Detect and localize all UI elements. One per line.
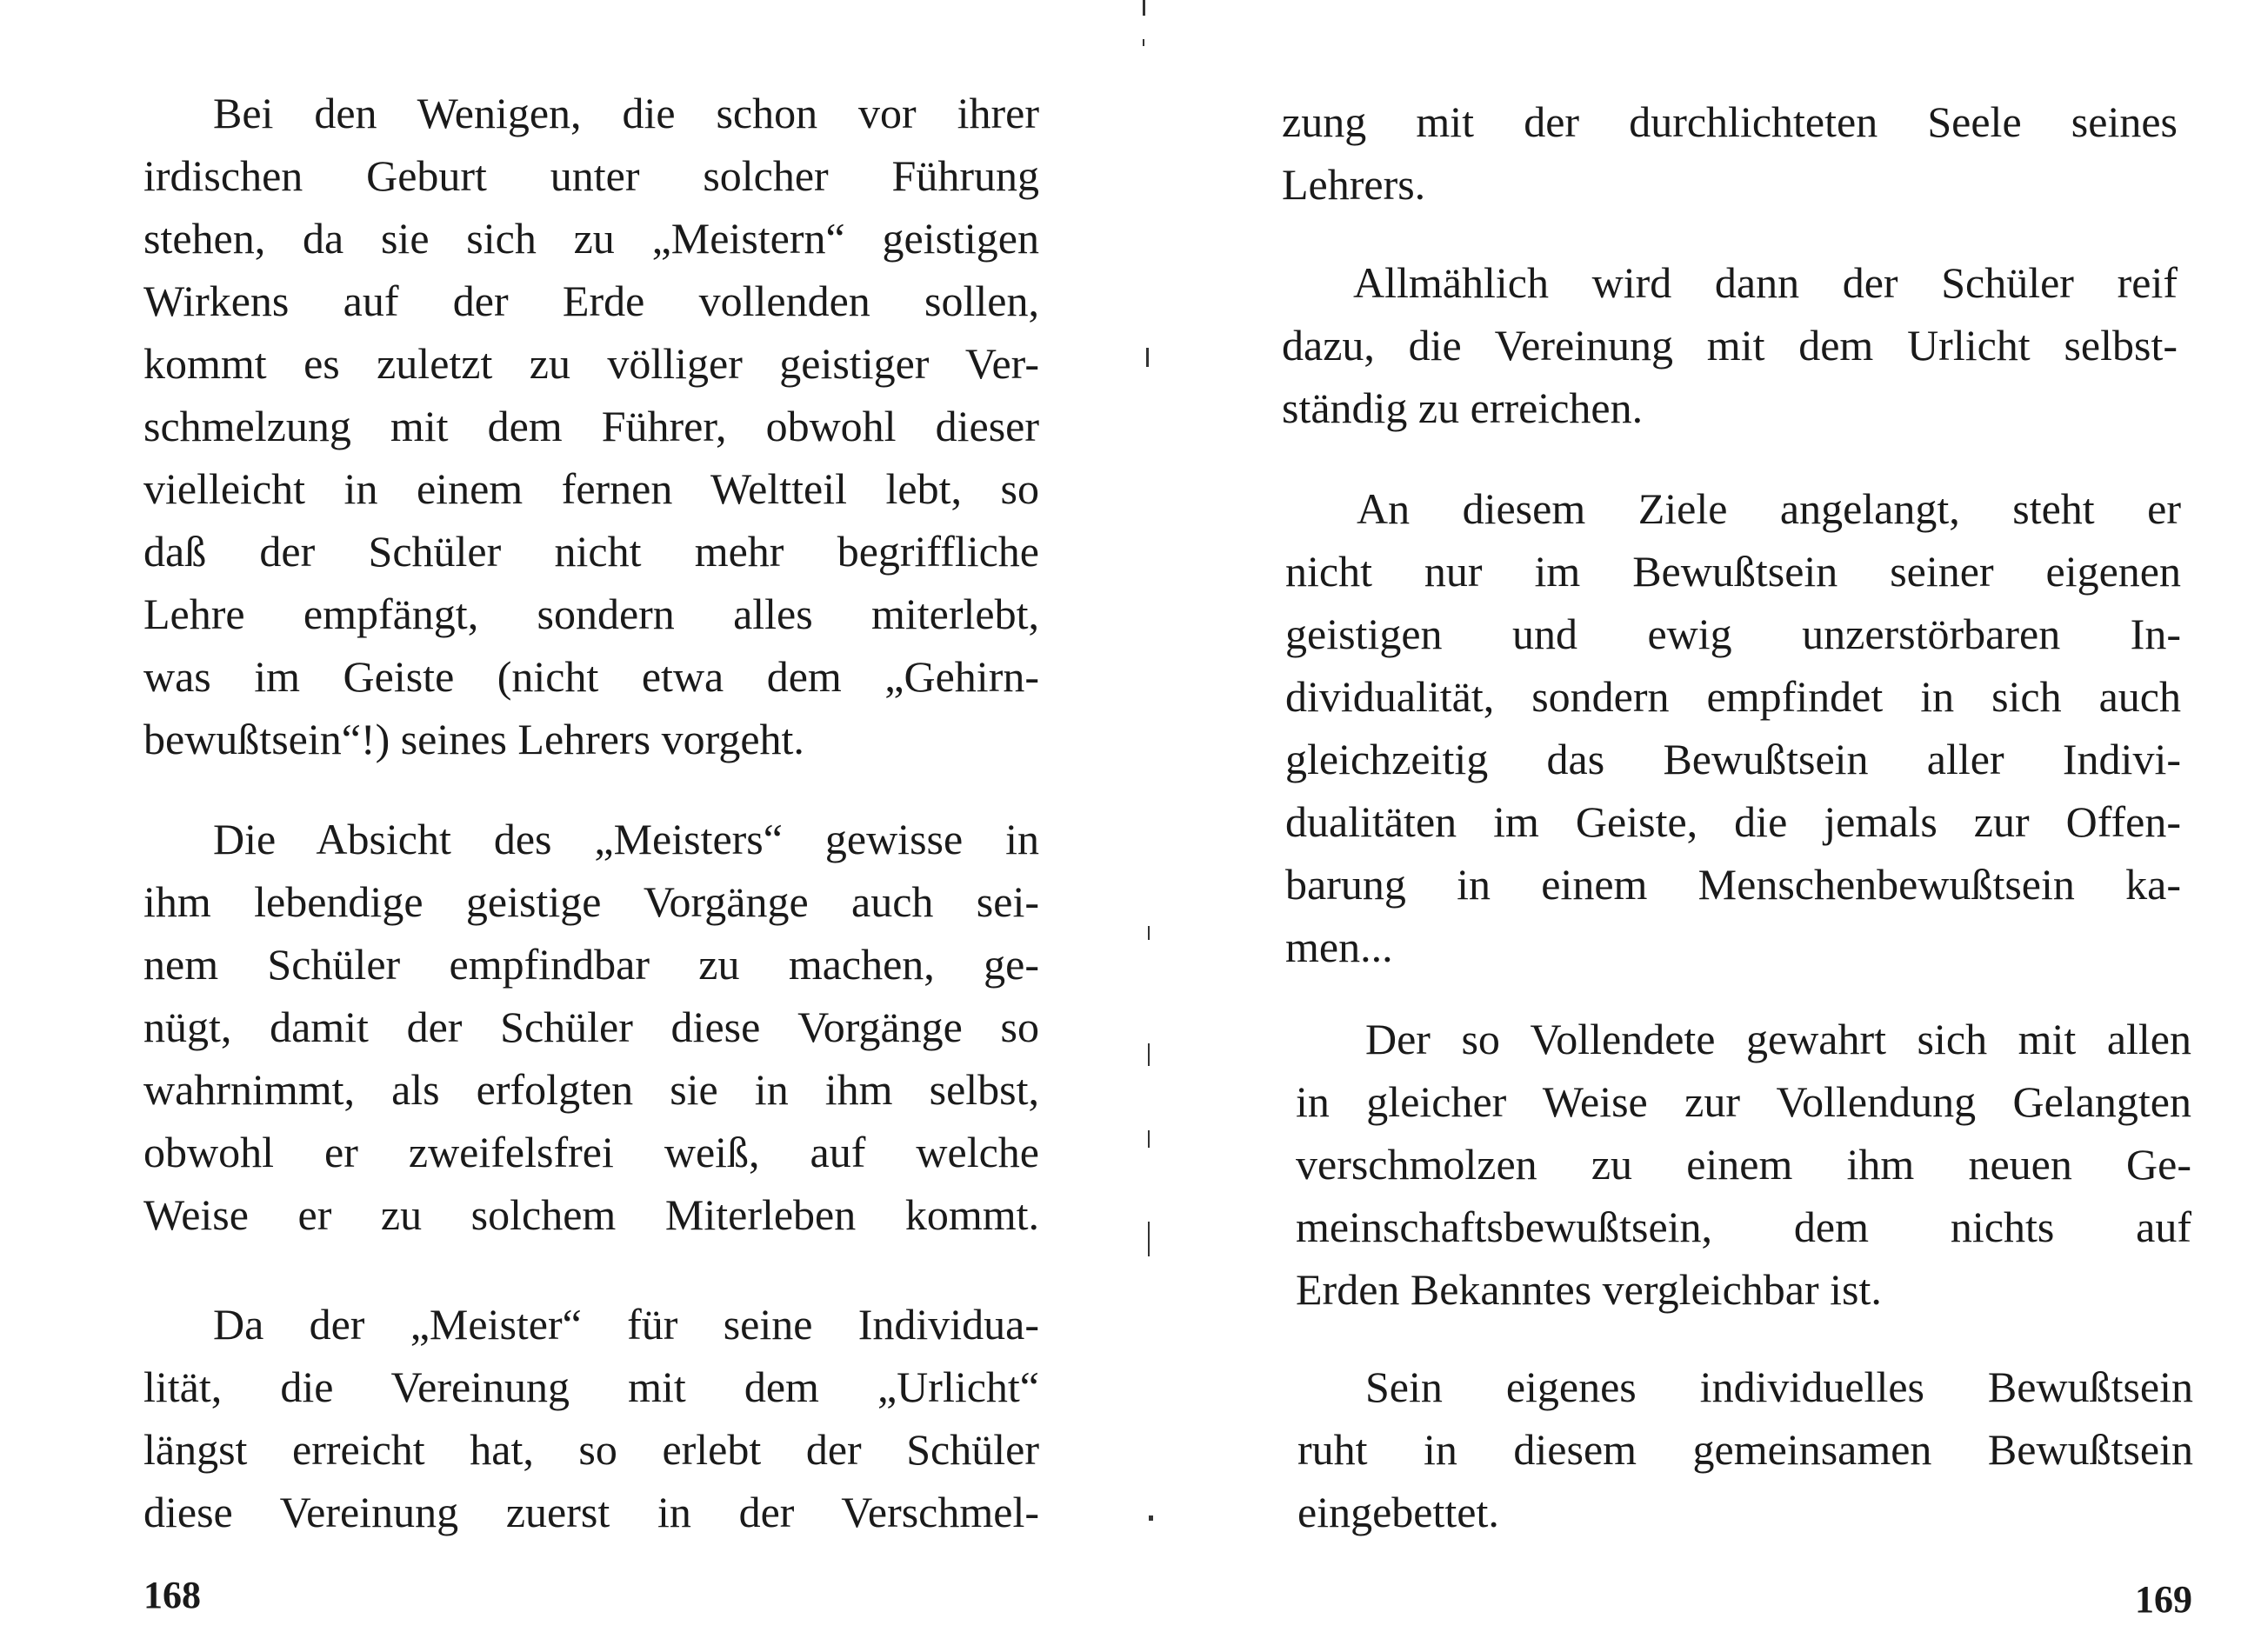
text-line: zung mit der durchlichteten Seele seines [1282, 97, 2178, 146]
right-page [1130, 0, 2261, 1652]
text-line: meinschaftsbewußtsein, dem nichts auf [1296, 1202, 2191, 1251]
text-line: bewußtsein“!) seines Lehrers vorgeht. [143, 715, 804, 763]
text-line: irdischen Geburt unter solcher Führung [143, 151, 1039, 200]
text-line: schmelzung mit dem Führer, obwohl dieser [143, 402, 1039, 450]
page-number-right: 169 [2135, 1578, 2192, 1621]
text-line: Erden Bekanntes vergleichbar ist. [1296, 1265, 1882, 1314]
text-line: ruht in diesem gemeinsamen Bewußtsein [1297, 1425, 2193, 1474]
text-line: eingebettet. [1297, 1488, 1499, 1536]
text-line: men... [1285, 923, 1393, 971]
text-line: lität, die Vereinung mit dem „Urlicht“ [143, 1362, 1039, 1411]
text-line: vielleicht in einem fernen Weltteil lebt, so [143, 464, 1039, 513]
text-line: barung in einem Menschenbewußtsein ka- [1285, 860, 2181, 909]
text-line: wahrnimmt, als erfolgten sie in ihm selbst, [143, 1065, 1039, 1114]
text-line: verschmolzen zu einem ihm neuen Ge- [1296, 1140, 2191, 1189]
text-line: Bei den Wenigen, die schon vor ihrer [213, 89, 1039, 137]
text-line: ihm lebendige geistige Vorgänge auch sei- [143, 877, 1039, 926]
text-line: nicht nur im Bewußtsein seiner eigenen [1285, 547, 2181, 596]
text-line: Da der „Meister“ für seine Individua- [213, 1300, 1039, 1349]
text-line: Weise er zu solchem Miterleben kommt. [143, 1190, 1039, 1239]
page-number-left: 168 [143, 1574, 201, 1616]
text-line: ständig zu erreichen. [1282, 383, 1644, 432]
text-line: dazu, die Vereinung mit dem Urlicht selbst- [1282, 321, 2178, 370]
left-page [0, 0, 1130, 1652]
text-line: stehen, da sie sich zu „Meistern“ geistigen [143, 214, 1039, 263]
text-line: längst erreicht hat, so erlebt der Schüler [143, 1425, 1039, 1474]
text-line: Allmählich wird dann der Schüler reif [1353, 258, 2178, 307]
text-line: Lehre empfängt, sondern alles miterlebt, [143, 590, 1039, 638]
text-line: gleichzeitig das Bewußtsein aller Indivi- [1285, 735, 2181, 783]
text-line: was im Geiste (nicht etwa dem „Gehirn- [143, 652, 1039, 701]
text-line: in gleicher Weise zur Vollendung Gelangten [1296, 1077, 2191, 1126]
text-line: An diesem Ziele angelangt, steht er [1357, 484, 2181, 533]
text-line: nem Schüler empfindbar zu machen, ge- [143, 940, 1039, 989]
text-line: Wirkens auf der Erde vollenden sollen, [143, 276, 1039, 325]
text-line: obwohl er zweifelsfrei weiß, auf welche [143, 1128, 1039, 1176]
text-line: Die Absicht des „Meisters“ gewisse in [213, 815, 1039, 863]
text-line: daß der Schüler nicht mehr begriffliche [143, 527, 1039, 576]
text-line: dualitäten im Geiste, die jemals zur Offen- [1285, 797, 2181, 846]
text-line: diese Vereinung zuerst in der Verschmel- [143, 1488, 1039, 1536]
text-line: nügt, damit der Schüler diese Vorgänge so [143, 1003, 1039, 1051]
text-line: Lehrers. [1282, 160, 1426, 209]
text-line: geistigen und ewig unzerstörbaren In- [1285, 610, 2181, 658]
text-line: kommt es zuletzt zu völliger geistiger Ver- [143, 339, 1039, 388]
text-line: Sein eigenes individuelles Bewußtsein [1365, 1362, 2193, 1411]
text-line: Der so Vollendete gewahrt sich mit allen [1365, 1015, 2191, 1063]
text-line: dividualität, sondern empfindet in sich auch [1285, 672, 2181, 721]
